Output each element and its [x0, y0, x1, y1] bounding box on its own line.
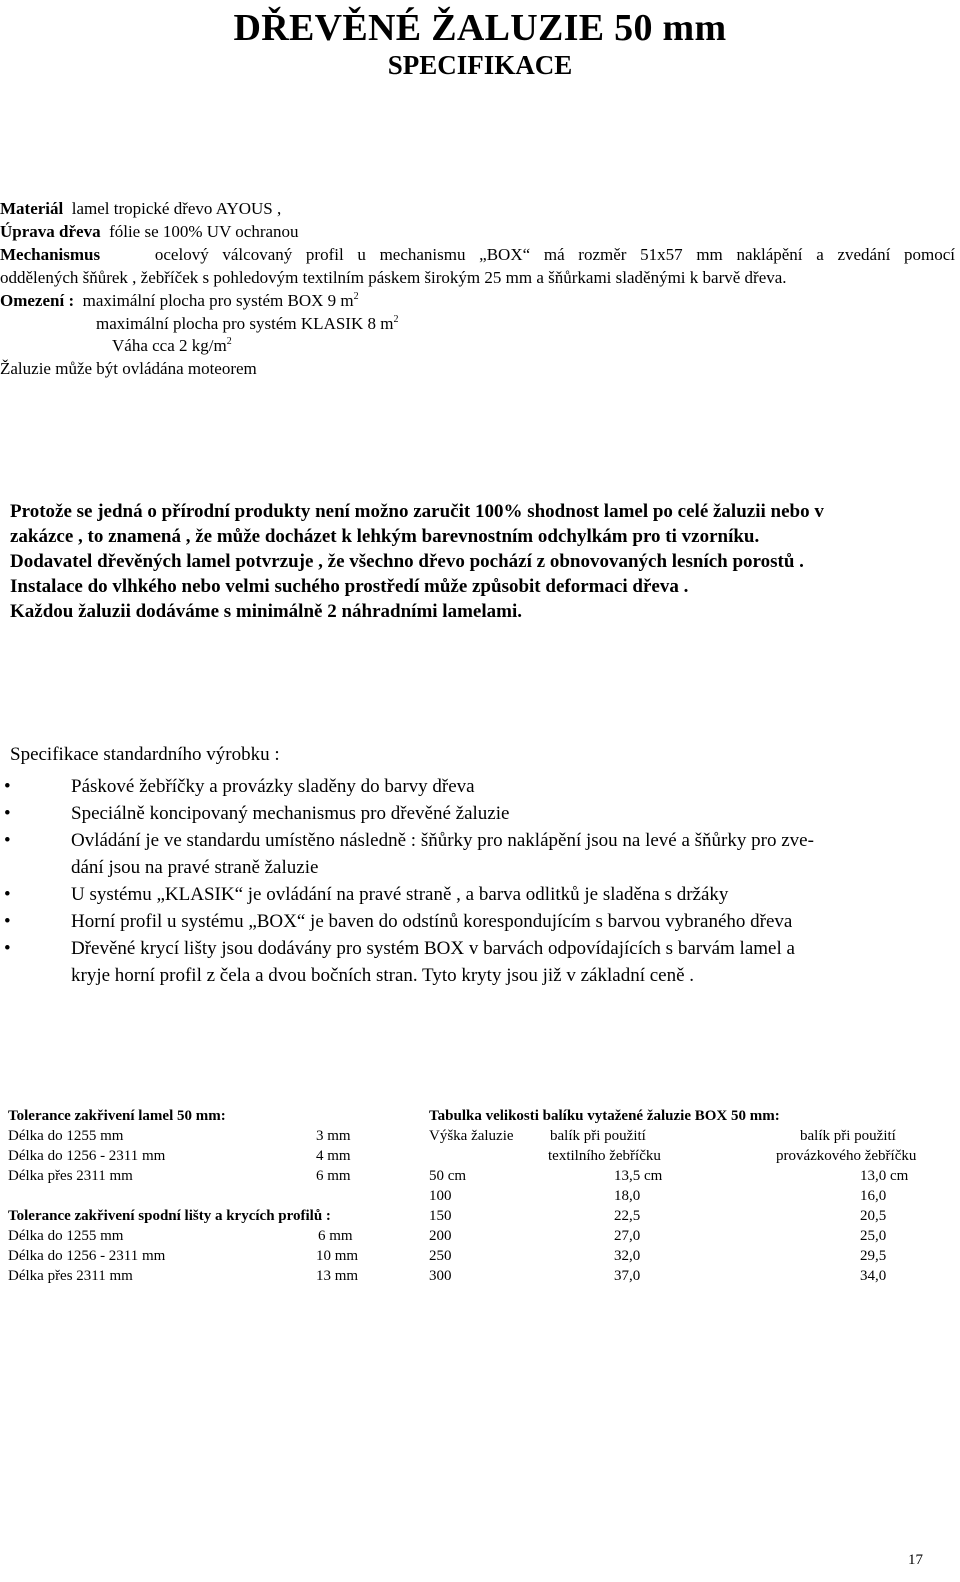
table-cell: 150: [429, 1208, 452, 1224]
table-cell: 10 mm: [316, 1248, 359, 1264]
table-cell: 4 mm: [316, 1148, 351, 1164]
note-line: Instalace do vlhkého nebo velmi suchého prostředí může způsobit deformaci dřeva .: [10, 576, 689, 597]
table-row: [8, 1126, 408, 1146]
list-item-text: kryje horní profil z čela a dvou bočních stran. Tyto kryty jsou již v základní ceně .: [71, 965, 695, 986]
spec-limit-1: [0, 289, 955, 313]
page-subtitle: SPECIFIKACE: [387, 50, 573, 80]
bullet-icon: •: [4, 911, 11, 932]
table-cell: 250: [429, 1248, 452, 1264]
table-row: [429, 1266, 949, 1286]
limit-1-text: maximální plocha pro systém BOX 9 m: [82, 291, 354, 310]
table-cell: 13,0 cm: [860, 1168, 909, 1184]
table-row: [429, 1246, 949, 1266]
spec-finish: [0, 220, 955, 244]
table-cell: 29,5: [860, 1248, 887, 1264]
table-row: [8, 1266, 408, 1286]
table-cell: 6 mm: [316, 1168, 351, 1184]
note-line: Dodavatel dřevěných lamel potvrzuje , že všechno dřevo pochází z obnovovaných lesních porostů .: [10, 551, 804, 572]
list-item-text: Speciálně koncipovaný mechanismus pro dřevěné žaluzie: [71, 803, 510, 824]
list-item-text: dání jsou na pravé straně žaluzie: [71, 857, 319, 878]
package-table-title: Tabulka velikosti balíku vytažené žaluzie BOX 50 mm:: [429, 1108, 780, 1124]
weight-sup: 2: [226, 336, 232, 347]
table-cell: Délka přes 2311 mm: [8, 1168, 133, 1184]
table-cell: 20,5: [860, 1208, 887, 1224]
spec-weight: [112, 334, 232, 358]
table-cell: 22,5: [614, 1208, 641, 1224]
standard-title: Specifikace standardního výrobku :: [10, 744, 280, 765]
table-row: [429, 1166, 949, 1186]
material-value: lamel tropické dřevo AYOUS ,: [71, 199, 282, 218]
table-cell: Délka do 1255 mm: [8, 1128, 124, 1144]
material-label: Materiál: [0, 199, 64, 218]
bullet-icon: •: [4, 803, 11, 824]
tolerance-lista-title: Tolerance zakřivení spodní lišty a krycích profilů :: [8, 1208, 331, 1224]
table-row: [429, 1226, 949, 1246]
list-item: [0, 773, 950, 800]
table-cell: 32,0: [614, 1248, 641, 1264]
table-row: [429, 1206, 949, 1226]
standard-list: [0, 773, 950, 989]
limit-2-text: maximální plocha pro systém KLASIK 8 m: [96, 314, 394, 333]
bullet-icon: •: [4, 884, 11, 905]
note-line: Protože se jedná o přírodní produkty není možno zaručit 100% shodnost lamel po celé žaluzii nebo v: [10, 501, 824, 522]
finish-value: fólie se 100% UV ochranou: [109, 222, 299, 241]
table-row: [8, 1226, 408, 1246]
note-line: Každou žaluzii dodáváme s minimálně 2 náhradními lamelami.: [10, 601, 522, 622]
list-item-text: Dřevěné krycí lišty jsou dodávány pro systém BOX v barvách odpovídajících s barvám lamel a: [71, 938, 795, 959]
table-cell: 13 mm: [316, 1268, 359, 1284]
spec-motor: Žaluzie může být ovládána moteorem: [0, 359, 257, 378]
bullet-icon: •: [4, 776, 11, 797]
spec-mechanism-line1: [0, 243, 955, 267]
limit-1-sup: 2: [353, 291, 359, 302]
note-line: zakázce , to znamená , že může docházet k lehkým barevnostním odchylkám pro ti vzorníku.: [10, 526, 760, 547]
table-cell: 13,5 cm: [614, 1168, 663, 1184]
table-cell: 27,0: [614, 1228, 641, 1244]
table-cell: 3 mm: [316, 1128, 351, 1144]
column-subheader: textilního žebříčku: [548, 1148, 661, 1164]
table-cell: 18,0: [614, 1188, 641, 1204]
list-item: [0, 800, 950, 827]
spec-material: [0, 197, 955, 221]
table-cell: 34,0: [860, 1268, 887, 1284]
tolerance-lamel-title: Tolerance zakřivení lamel 50 mm:: [8, 1108, 226, 1124]
table-cell: Délka do 1255 mm: [8, 1228, 124, 1244]
table-header-row: [429, 1126, 949, 1146]
page-number: 17: [908, 1552, 923, 1568]
table-cell: Délka do 1256 - 2311 mm: [8, 1248, 166, 1264]
table-cell: 25,0: [860, 1228, 887, 1244]
column-header: balík při použití: [800, 1128, 896, 1144]
list-item-text: Ovládání je ve standardu umístěno následně : šňůrky pro naklápění jsou na levé a šňůrky pro zve-: [71, 830, 814, 851]
bullet-icon: •: [4, 938, 11, 959]
table-row: [8, 1246, 408, 1266]
table-cell: 300: [429, 1268, 452, 1284]
spec-limit-2: [96, 312, 398, 336]
list-item: [0, 908, 950, 935]
package-table: [429, 1106, 949, 1286]
table-cell: 37,0: [614, 1268, 641, 1284]
table-header-row: [429, 1146, 949, 1166]
finish-label: Úprava dřeva: [0, 222, 101, 241]
weight-text: Váha cca 2 kg/m: [112, 336, 227, 355]
mechanism-value-line1: ocelový válcovaný profil u mechanismu „BOX“ má rozměr 51x57 mm naklápění a zvedání pomocí: [154, 245, 955, 264]
list-item-text: U systému „KLASIK“ je ovládání na pravé straně , a barva odlitků je sladěna s držáky: [71, 884, 729, 905]
table-cell: 100: [429, 1188, 452, 1204]
table-row: [8, 1146, 408, 1166]
tolerance-lamel-table: [8, 1106, 408, 1286]
list-item: [0, 881, 950, 908]
limit-2-sup: 2: [393, 314, 399, 325]
list-item: [0, 935, 950, 989]
table-row: [8, 1166, 408, 1186]
notes-block: [10, 499, 950, 624]
bullet-icon: •: [4, 830, 11, 851]
limit-label: Omezení :: [0, 291, 75, 310]
table-cell: 6 mm: [318, 1228, 353, 1244]
table-cell: Délka přes 2311 mm: [8, 1268, 133, 1284]
table-cell: 200: [429, 1228, 452, 1244]
table-cell: Délka do 1256 - 2311 mm: [8, 1148, 166, 1164]
list-item-text: Horní profil u systému „BOX“ je baven do odstínů korespondujícím s barvou vybraného dřeva: [71, 911, 793, 932]
table-cell: 16,0: [860, 1188, 887, 1204]
column-subheader: provázkového žebříčku: [776, 1148, 917, 1164]
list-item-text: Páskové žebříčky a provázky sladěny do barvy dřeva: [71, 776, 475, 797]
mechanism-label: Mechanismus: [0, 245, 101, 264]
column-header: Výška žaluzie: [429, 1128, 514, 1144]
table-cell: 50 cm: [429, 1168, 467, 1184]
column-header: balík při použití: [550, 1128, 646, 1144]
table-row: [429, 1186, 949, 1206]
spec-mechanism-line2: oddělených šňůrek , žebříček s pohledovým textilním páskem širokým 25 mm a šňůrkami sladěnými k barvě dřeva.: [0, 268, 787, 287]
page-title: DŘEVĚNÉ ŽALUZIE 50 mm: [233, 7, 727, 49]
list-item: [0, 827, 950, 881]
